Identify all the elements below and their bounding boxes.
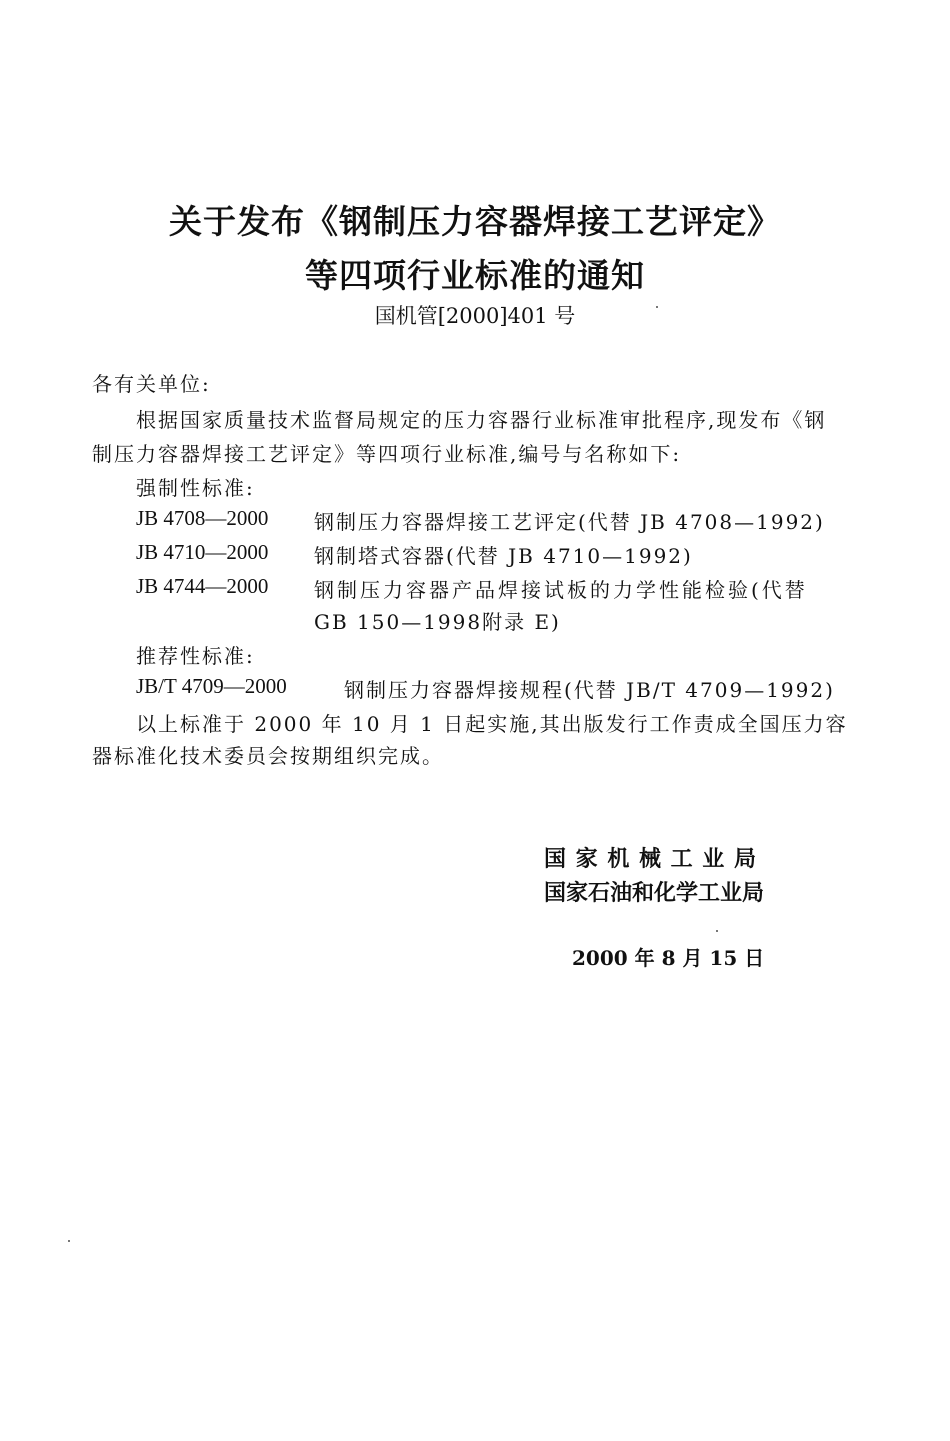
standard-code: JB 4710—2000 xyxy=(136,540,269,564)
standard-code: JB 4744—2000 xyxy=(136,574,269,598)
issuing-org-2: 国家石油和化学工业局 xyxy=(544,881,765,906)
salutation: 各有关单位: xyxy=(92,372,211,396)
recommended-heading: 推荐性标准: xyxy=(136,644,255,668)
intro-line1: 根据国家质量技术监督局规定的压力容器行业标准审批程序,现发布《钢 xyxy=(136,408,827,432)
closing-line2: 器标准化技术委员会按期组织完成。 xyxy=(92,744,444,768)
standard-name: 钢制压力容器产品焊接试板的力学性能检验(代替 xyxy=(314,578,808,602)
issuing-org-1: 国 家 机 械 工 业 局 xyxy=(544,847,757,872)
scan-speck xyxy=(656,306,658,308)
standard-code: JB 4708—2000 xyxy=(136,506,269,530)
scan-speck xyxy=(68,1240,70,1242)
standard-name-continued: GB 150—1998附录 E) xyxy=(314,610,561,634)
standard-name: 钢制压力容器焊接工艺评定(代替 JB 4708—1992) xyxy=(314,510,825,534)
standard-name: 钢制塔式容器(代替 JB 4710—1992) xyxy=(314,544,693,568)
issue-date: 2000 年 8 月 15 日 xyxy=(572,946,765,970)
standard-name: 钢制压力容器焊接规程(代替 JB/T 4709—1992) xyxy=(344,678,835,702)
mandatory-heading: 强制性标准: xyxy=(136,476,255,500)
notice-title-line1: 关于发布《钢制压力容器焊接工艺评定》 xyxy=(169,202,781,241)
scan-speck xyxy=(716,930,718,932)
intro-line2: 制压力容器焊接工艺评定》等四项行业标准,编号与名称如下: xyxy=(92,442,682,466)
closing-line1: 以上标准于 2000 年 10 月 1 日起实施,其出版发行工作责成全国压力容 xyxy=(136,712,848,736)
document-number: 国机管[2000]401 号 xyxy=(374,304,576,328)
notice-title-line2: 等四项行业标准的通知 xyxy=(305,256,645,295)
standard-code: JB/T 4709—2000 xyxy=(136,674,287,698)
